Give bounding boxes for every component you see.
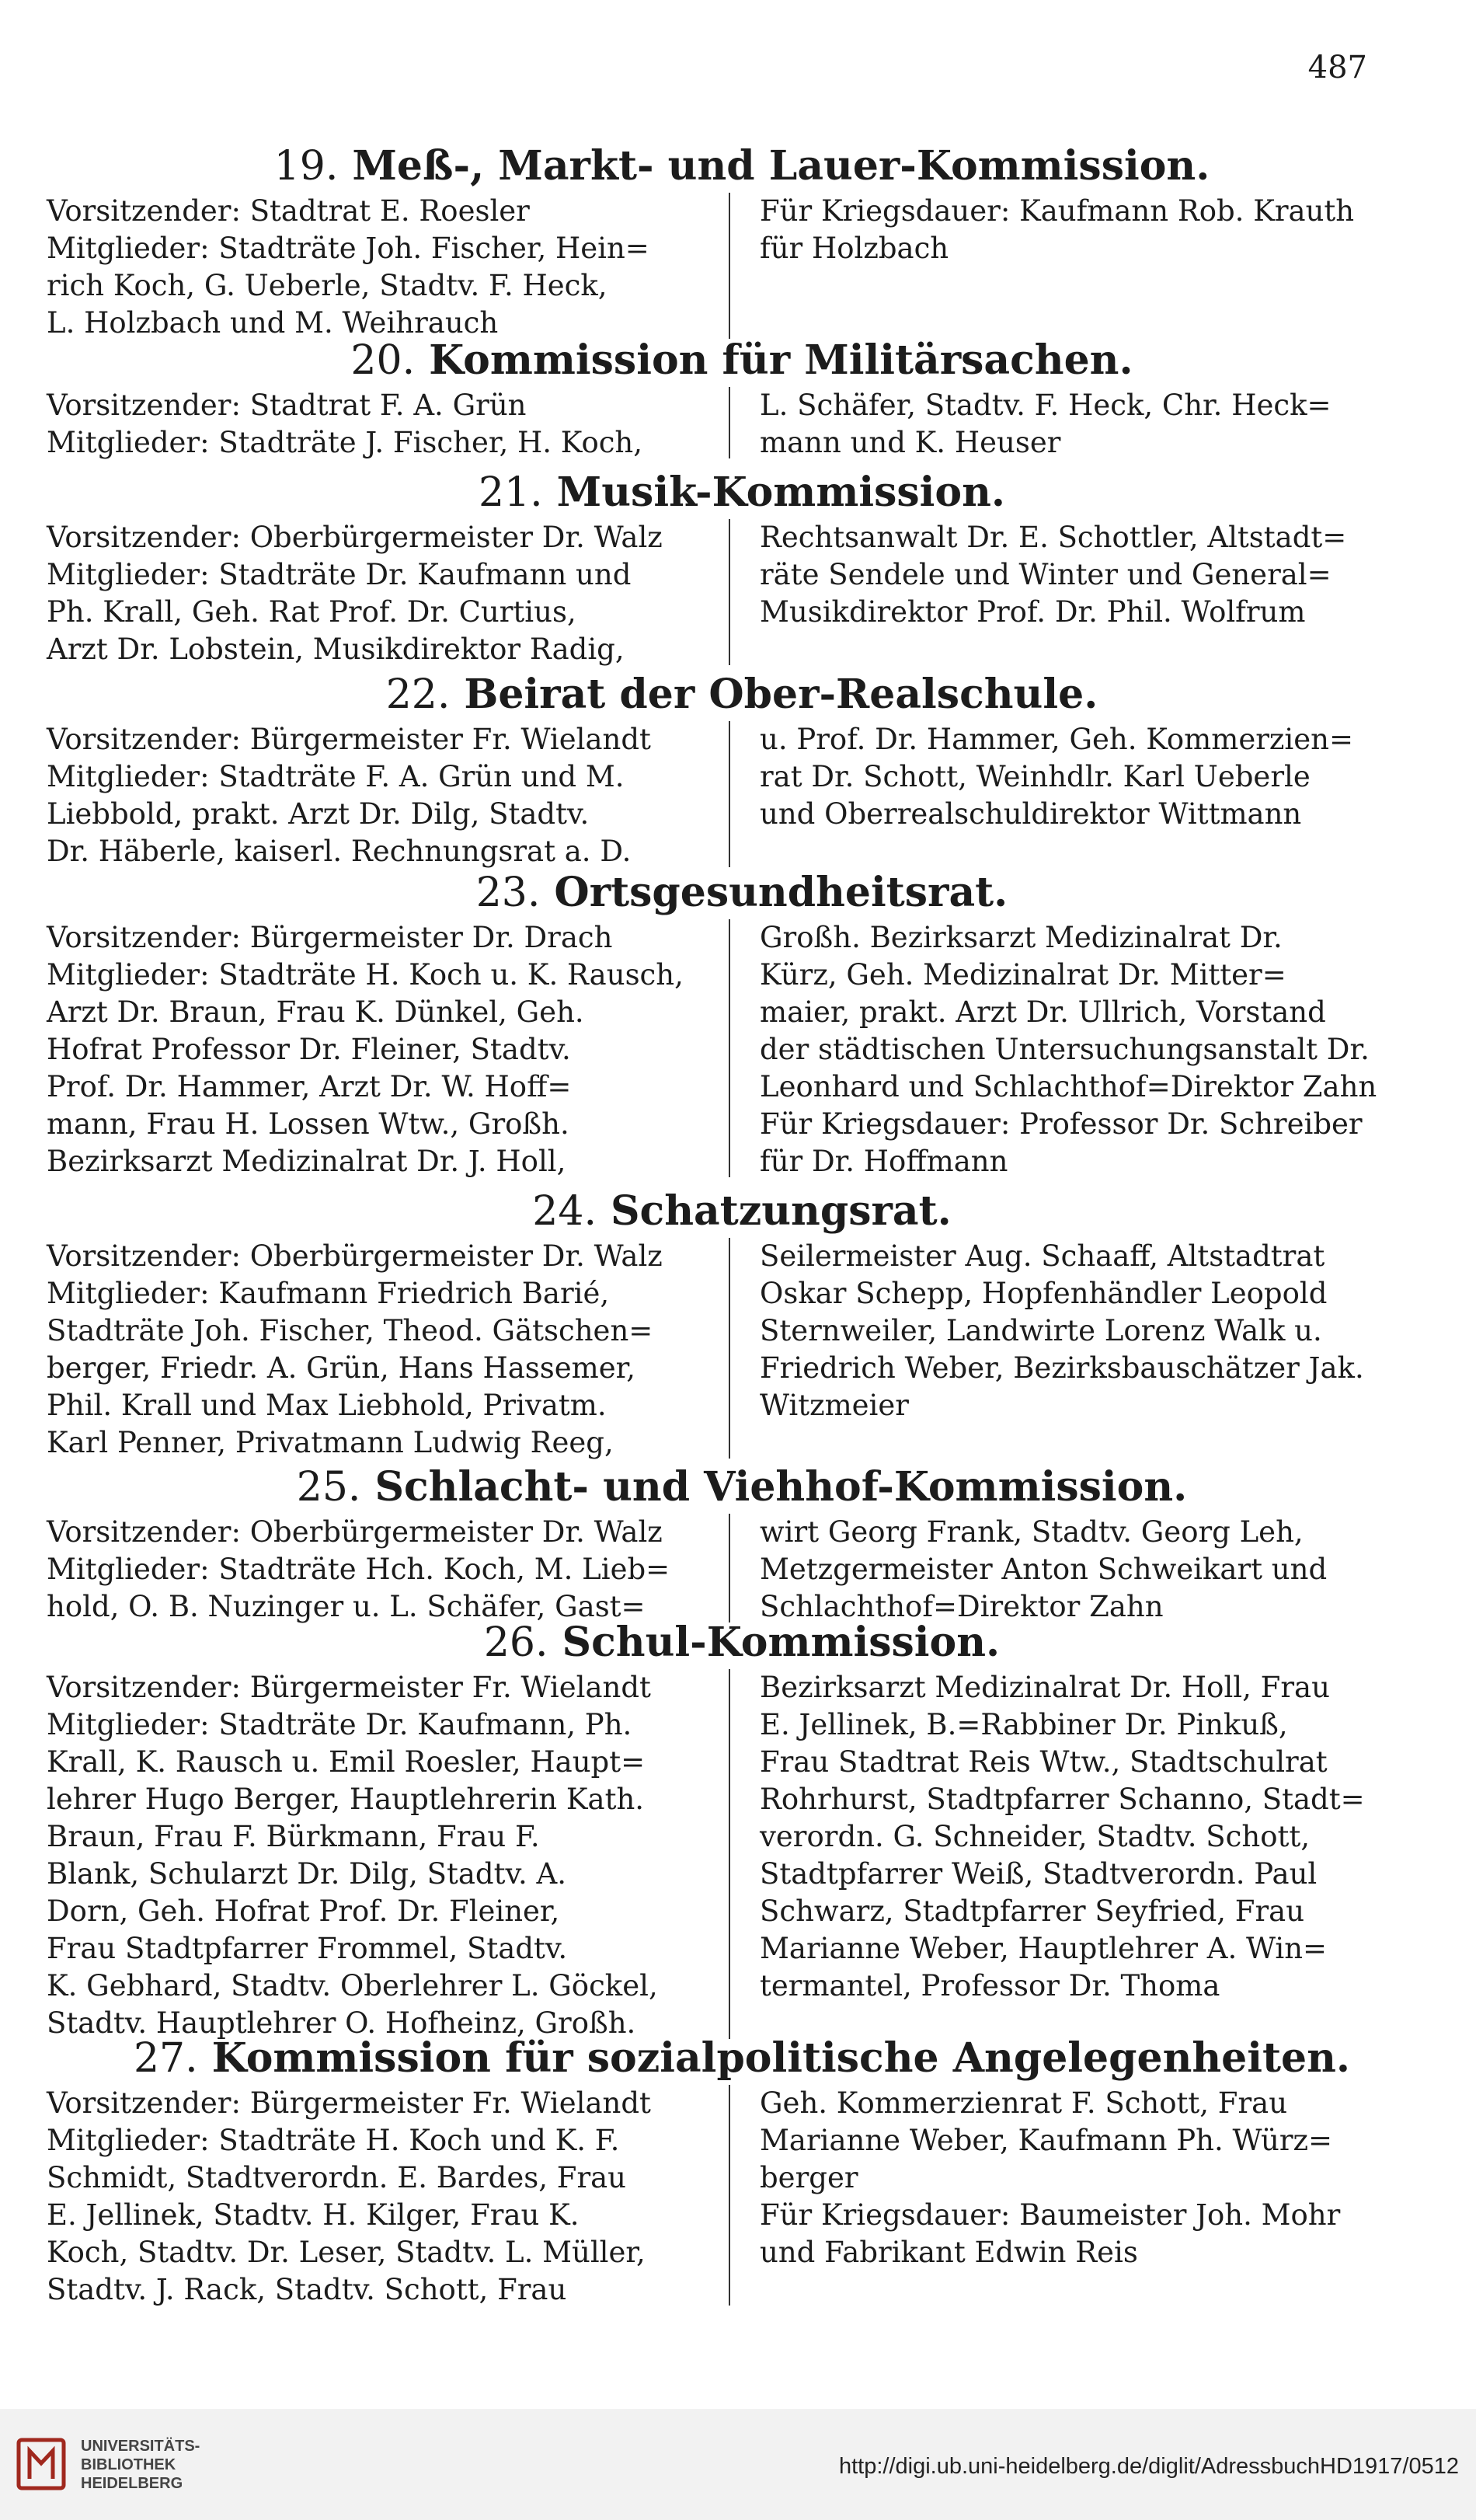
footer-bar (0, 2409, 1476, 2520)
text-line: Arzt Dr. Braun, Frau K. Dünkel, Geh. (47, 995, 584, 1029)
section-number: 20. (350, 337, 416, 384)
left-column (47, 1669, 730, 2042)
section-heading (47, 1461, 1437, 1514)
text-line: Für Kriegsdauer: Baumeister Joh. Mohr (760, 2198, 1341, 2232)
section-number: 22. (385, 671, 451, 718)
text-line: und Oberrealschuldirektor Wittmann (760, 797, 1302, 831)
text-line: Frau Stadtrat Reis Wtw., Stadtschulrat (760, 1745, 1328, 1779)
text-line: Koch, Stadtv. Dr. Leser, Stadtv. L. Müller, (47, 2236, 646, 2269)
text-line: Dorn, Geh. Hofrat Prof. Dr. Fleiner, (47, 1894, 560, 1928)
section-heading (47, 866, 1437, 919)
section-number: 21. (478, 469, 543, 516)
text-line: Vorsitzender: Bürgermeister Dr. Drach (47, 921, 613, 954)
text-line: Vorsitzender: Stadtrat E. Roesler (47, 194, 530, 228)
text-line: Mitglieder: Stadträte F. A. Grün und M. (47, 760, 625, 793)
commission-section (47, 866, 1437, 1180)
text-line: Witzmeier (760, 1389, 909, 1422)
text-line: Stadträte Joh. Fischer, Theod. Gätschen= (47, 1314, 653, 1347)
commission-section (47, 1461, 1437, 1626)
text-line: Vorsitzender: Bürgermeister Fr. Wielandt (47, 723, 651, 756)
commission-section (47, 668, 1437, 870)
column-divider (729, 1238, 730, 1459)
text-line: E. Jellinek, B.=Rabbiner Dr. Pinkuß, (760, 1708, 1288, 1741)
text-line: Vorsitzender: Stadtrat F. A. Grün (47, 389, 527, 422)
left-column (47, 1514, 730, 1626)
text-line: lehrer Hugo Berger, Hauptlehrerin Kath. (47, 1783, 645, 1816)
section-title: Schlacht- und Viehhof-Kommission. (374, 1463, 1188, 1511)
right-column (730, 721, 1428, 870)
text-line: Oskar Schepp, Hopfenhändler Leopold (760, 1277, 1328, 1310)
section-heading (47, 334, 1437, 387)
text-line: Karl Penner, Privatmann Ludwig Reeg, (47, 1426, 614, 1459)
left-column (47, 387, 730, 462)
text-line: Stadtv. J. Rack, Stadtv. Schott, Frau (47, 2273, 567, 2306)
text-line: Hofrat Professor Dr. Fleiner, Stadtv. (47, 1033, 571, 1066)
text-line: Schwarz, Stadtpfarrer Seyfried, Frau (760, 1894, 1305, 1928)
text-line: Kürz, Geh. Medizinalrat Dr. Mitter= (760, 958, 1286, 992)
text-line: Rohrhurst, Stadtpfarrer Schanno, Stadt= (760, 1783, 1365, 1816)
text-line: Vorsitzender: Bürgermeister Fr. Wielandt (47, 1671, 651, 1704)
text-line: mann, Frau H. Lossen Wtw., Großh. (47, 1107, 569, 1141)
section-heading (47, 466, 1437, 519)
column-divider (729, 2085, 730, 2306)
column-divider (729, 1514, 730, 1622)
text-line: Großh. Bezirksarzt Medizinalrat Dr. (760, 921, 1283, 954)
column-divider (729, 387, 730, 458)
section-title: Meß-, Markt- und Lauer-Kommission. (352, 142, 1210, 190)
text-line: berger (760, 2161, 858, 2194)
text-line: und Fabrikant Edwin Reis (760, 2236, 1138, 2269)
text-line: rich Koch, G. Ueberle, Stadtv. F. Heck, (47, 269, 607, 302)
left-column (47, 519, 730, 668)
left-column (47, 1238, 730, 1462)
text-line: K. Gebhard, Stadtv. Oberlehrer L. Göckel, (47, 1969, 658, 2002)
column-divider (729, 721, 730, 867)
section-number: 24. (532, 1188, 597, 1235)
section-title: Schatzungsrat. (610, 1187, 952, 1235)
right-column (730, 919, 1428, 1180)
text-line: Schmidt, Stadtverordn. E. Bardes, Frau (47, 2161, 627, 2194)
text-line: Metzgermeister Anton Schweikart und (760, 1553, 1328, 1586)
text-line: Arzt Dr. Lobstein, Musikdirektor Radig, (47, 633, 625, 666)
text-line: verordn. G. Schneider, Stadtv. Schott, (760, 1820, 1310, 1853)
text-line: Vorsitzender: Oberbürgermeister Dr. Walz (47, 1515, 663, 1549)
text-line: Rechtsanwalt Dr. E. Schottler, Altstadt= (760, 521, 1347, 554)
left-column (47, 193, 730, 342)
text-line: rat Dr. Schott, Weinhdlr. Karl Ueberle (760, 760, 1311, 793)
right-column (730, 1514, 1428, 1626)
section-heading (47, 140, 1437, 193)
text-line: Ph. Krall, Geh. Rat Prof. Dr. Curtius, (47, 595, 576, 629)
right-column (730, 387, 1428, 462)
text-line: Marianne Weber, Hauptlehrer A. Win= (760, 1932, 1328, 1965)
text-line: Dr. Häberle, kaiserl. Rechnungsrat a. D. (47, 835, 632, 868)
text-line: berger, Friedr. A. Grün, Hans Hassemer, (47, 1351, 636, 1385)
column-divider (729, 1669, 730, 2039)
commission-section (47, 334, 1437, 462)
commission-section (47, 1185, 1437, 1462)
text-line: Bezirksarzt Medizinalrat Dr. J. Holl, (47, 1145, 566, 1178)
text-line: der städtischen Untersuchungsanstalt Dr. (760, 1033, 1370, 1066)
library-name-line-2: BIBLIOTHEK (81, 2456, 176, 2473)
commission-section (47, 140, 1437, 342)
text-line: Braun, Frau F. Bürkmann, Frau F. (47, 1820, 540, 1853)
section-number: 26. (483, 1619, 548, 1666)
text-line: Für Kriegsdauer: Kaufmann Rob. Krauth (760, 194, 1355, 228)
text-line: L. Holzbach und M. Weihrauch (47, 306, 499, 340)
text-line: maier, prakt. Arzt Dr. Ullrich, Vorstand (760, 995, 1326, 1029)
left-column (47, 2085, 730, 2309)
text-line: Mitglieder: Stadträte J. Fischer, H. Koch, (47, 426, 643, 459)
section-number: 25. (296, 1464, 361, 1511)
text-line: für Holzbach (760, 232, 949, 265)
section-title: Ortsgesundheitsrat. (554, 869, 1008, 916)
right-column (730, 2085, 1428, 2309)
text-line: Seilermeister Aug. Schaaff, Altstadtrat (760, 1239, 1325, 1273)
text-line: Phil. Krall und Max Liebhold, Privatm. (47, 1389, 607, 1422)
text-line: Geh. Kommerzienrat F. Schott, Frau (760, 2086, 1288, 2120)
library-seal-icon (14, 2432, 68, 2494)
text-line: hold, O. B. Nuzinger u. L. Schäfer, Gast= (47, 1590, 646, 1623)
section-title: Musik-Kommission. (556, 469, 1006, 516)
text-line: Prof. Dr. Hammer, Arzt Dr. W. Hoff= (47, 1070, 572, 1103)
text-line: termantel, Professor Dr. Thoma (760, 1969, 1220, 2002)
right-column (730, 1238, 1428, 1462)
text-line: Blank, Schularzt Dr. Dilg, Stadtv. A. (47, 1857, 566, 1891)
text-line: Mitglieder: Stadträte Dr. Kaufmann, Ph. (47, 1708, 632, 1741)
section-heading (47, 1616, 1437, 1669)
left-column (47, 919, 730, 1180)
text-line: Für Kriegsdauer: Professor Dr. Schreiber (760, 1107, 1363, 1141)
library-name-line-3: HEIDELBERG (81, 2475, 183, 2492)
text-line: Mitglieder: Stadträte H. Koch u. K. Rausch, (47, 958, 684, 992)
text-line: Mitglieder: Stadträte H. Koch und K. F. (47, 2124, 620, 2157)
section-heading (47, 1185, 1437, 1238)
section-number: 27. (133, 2035, 198, 2082)
text-line: Vorsitzender: Oberbürgermeister Dr. Walz (47, 1239, 663, 1273)
text-line: Schlachthof=Direktor Zahn (760, 1590, 1164, 1623)
commission-section (47, 1616, 1437, 2042)
section-number: 23. (475, 870, 541, 916)
text-line: Sternweiler, Landwirte Lorenz Walk u. (760, 1314, 1322, 1347)
text-line: für Dr. Hoffmann (760, 1145, 1008, 1178)
text-line: Friedrich Weber, Bezirksbauschätzer Jak. (760, 1351, 1364, 1385)
text-line: Bezirksarzt Medizinalrat Dr. Holl, Frau (760, 1671, 1330, 1704)
section-heading (47, 668, 1437, 721)
text-line: Stadtpfarrer Weiß, Stadtverordn. Paul (760, 1857, 1318, 1891)
right-column (730, 1669, 1428, 2042)
source-url-link[interactable]: http://digi.ub.uni-heidelberg.de/diglit/AdressbuchHD1917/0512 (838, 2454, 1459, 2479)
page-number: 487 (1307, 50, 1367, 85)
right-column (730, 193, 1428, 342)
text-line: E. Jellinek, Stadtv. H. Kilger, Frau K. (47, 2198, 580, 2232)
text-line: räte Sendele und Winter und General= (760, 558, 1332, 591)
text-line: Frau Stadtpfarrer Frommel, Stadtv. (47, 1932, 568, 1965)
section-title: Beirat der Ober-Realschule. (464, 671, 1098, 718)
section-title: Schul-Kommission. (562, 1619, 1001, 1666)
section-title: Kommission für sozialpolitische Angelegenheiten. (211, 2034, 1351, 2082)
text-line: Marianne Weber, Kaufmann Ph. Würz= (760, 2124, 1333, 2157)
left-column (47, 721, 730, 870)
column-divider (729, 519, 730, 665)
commission-section (47, 2032, 1437, 2309)
text-line: u. Prof. Dr. Hammer, Geh. Kommerzien= (760, 723, 1353, 756)
column-divider (729, 193, 730, 339)
text-line: Vorsitzender: Oberbürgermeister Dr. Walz (47, 521, 663, 554)
text-line: Krall, K. Rausch u. Emil Roesler, Haupt= (47, 1745, 646, 1779)
text-line: L. Schäfer, Stadtv. F. Heck, Chr. Heck= (760, 389, 1332, 422)
text-line: Mitglieder: Stadträte Joh. Fischer, Hein= (47, 232, 649, 265)
text-line: Mitglieder: Stadträte Hch. Koch, M. Lieb= (47, 1553, 670, 1586)
section-title: Kommission für Militärsachen. (429, 336, 1133, 384)
text-line: Leonhard und Schlachthof=Direktor Zahn (760, 1070, 1377, 1103)
text-line: Vorsitzender: Bürgermeister Fr. Wielandt (47, 2086, 651, 2120)
text-line: mann und K. Heuser (760, 426, 1061, 459)
section-number: 19. (273, 143, 339, 190)
library-name-line-1: UNIVERSITÄTS- (81, 2438, 200, 2455)
text-line: Liebbold, prakt. Arzt Dr. Dilg, Stadtv. (47, 797, 590, 831)
text-line: Mitglieder: Kaufmann Friedrich Barié, (47, 1277, 610, 1310)
text-line: Mitglieder: Stadträte Dr. Kaufmann und (47, 558, 632, 591)
column-divider (729, 919, 730, 1177)
right-column (730, 519, 1428, 668)
text-line: Stadtv. Hauptlehrer O. Hofheinz, Großh. (47, 2006, 636, 2040)
commission-section (47, 466, 1437, 668)
section-heading (47, 2032, 1437, 2085)
text-line: Musikdirektor Prof. Dr. Phil. Wolfrum (760, 595, 1306, 629)
library-name (81, 2437, 200, 2493)
text-line: wirt Georg Frank, Stadtv. Georg Leh, (760, 1515, 1304, 1549)
